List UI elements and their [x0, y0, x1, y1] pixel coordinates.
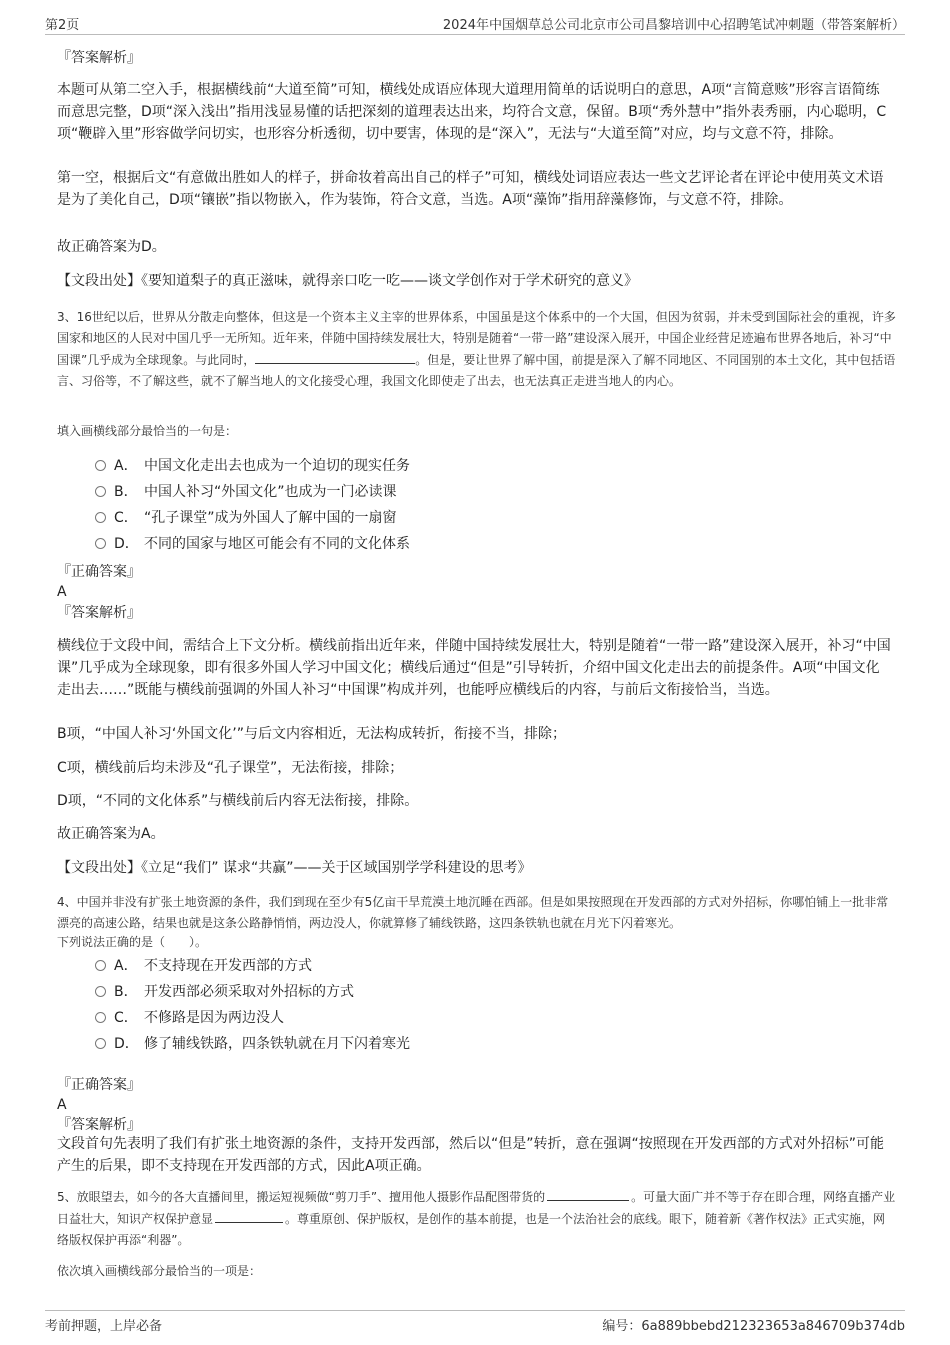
- correct-answer-label: 『正确答案』: [57, 564, 141, 580]
- radio-icon[interactable]: [95, 960, 106, 971]
- radio-icon[interactable]: [95, 460, 106, 471]
- analysis-conclusion: 故正确答案为D。: [57, 239, 166, 255]
- question-3-prompt: 填入画横线部分最恰当的一句是：: [57, 424, 238, 438]
- option-b[interactable]: B． 中国人补习“外国文化”也成为一门必读课: [95, 482, 397, 502]
- option-d[interactable]: D． 修了辅线铁路，四条铁轨就在月下闪着寒光: [95, 1034, 410, 1054]
- radio-icon[interactable]: [95, 986, 106, 997]
- radio-icon[interactable]: [95, 1012, 106, 1023]
- radio-icon[interactable]: [95, 538, 106, 549]
- document-title: 2024年中国烟草总公司北京市公司昌黎培训中心招聘笔试冲刺题（带答案解析）: [442, 18, 905, 33]
- answer-analysis-label: 『答案解析』: [57, 50, 141, 66]
- analysis-paragraph: 本题可从第二空入手，根据横线前“大道至简”可知，横线处成语应体现大道理用简单的话说明白的意思，A项“言简意赅”形容言语简练而意思完整，D项“深入浅出”指用浅显易懂的话把深刻的道理表达出来，均符合文意，保留。B项“秀外慧中”指外表秀丽，内心聪明，C项“鞭辟入里”形容做学问切实，也形容分析透彻，切中要害，体现的是“深入”，无法与“大道至简”对应，均与文意不符，排除。: [57, 82, 887, 142]
- option-c[interactable]: C． “孔子课堂”成为外国人了解中国的一扇窗: [95, 508, 397, 528]
- analysis-paragraph: B项，“中国人补习‘外国文化’”与后文内容相近，无法构成转折，衔接不当，排除；: [57, 726, 567, 742]
- analysis-paragraph: 第一空，根据后文“有意做出胜如人的样子，拼命妆着高出自己的样子”可知，横线处词语应表达一些文艺评论者在评论中使用英文术语是为了美化自己，D项“镶嵌”指以物嵌入，作为装饰，符合文意，当选。A项“藻饰”指用辞藻修饰，与文意不符，排除。: [57, 170, 884, 208]
- radio-icon[interactable]: [95, 1038, 106, 1049]
- analysis-conclusion: 故正确答案为A。: [57, 826, 165, 842]
- fill-blank: [215, 1208, 283, 1223]
- option-a[interactable]: A． 中国文化走出去也成为一个迫切的现实任务: [95, 456, 410, 476]
- text-source: 【文段出处】《要知道梨子的真正滋味，就得亲口吃一吃——谈文学创作对于学术研究的意义》: [57, 273, 638, 289]
- footer-slogan: 考前押题，上岸必备: [45, 1319, 163, 1334]
- correct-answer-label: 『正确答案』: [57, 1077, 141, 1093]
- answer-analysis-label: 『答案解析』: [57, 605, 141, 621]
- option-b[interactable]: B． 开发西部必须采取对外招标的方式: [95, 982, 354, 1002]
- question-4-prompt: 下列说法正确的是（ ）。: [57, 935, 208, 949]
- radio-icon[interactable]: [95, 512, 106, 523]
- page-header: [45, 12, 905, 35]
- option-d[interactable]: D． 不同的国家与地区可能会有不同的文化体系: [95, 534, 410, 554]
- analysis-paragraph: C项，横线前后均未涉及“孔子课堂”，无法衔接，排除；: [57, 760, 404, 776]
- correct-answer: A: [57, 1097, 67, 1113]
- fill-blank: [547, 1186, 629, 1201]
- question-5-prompt: 依次填入画横线部分最恰当的一项是：: [57, 1264, 262, 1278]
- analysis-paragraph: 横线位于文段中间，需结合上下文分析。横线前指出近年来，伴随中国持续发展壮大，特别是随着“一带一路”建设深入展开，补习“中国课”几乎成为全球现象，即有很多外国人学习中国文化；横线后通过“但是”引导转折，介绍中国文化走出去的前提条件。A项“中国文化走出去……”既能与横线前强调的外国人补习“中国课”构成并列，也能呼应横线后的内容，与前后文衔接恰当，当选。: [57, 638, 891, 698]
- answer-analysis-label: 『答案解析』: [57, 1117, 141, 1133]
- question-5-stem: 5、放眼望去，如今的各大直播间里，搬运短视频做“剪刀手”、擅用他人摄影作品配图带货的 。可量大面广并不等于存在即合理，网络直播产业日益壮大，知识产权保护意显 。尊重原创、保护版权，是创作的基本前提，也是一个法治社会的底线。眼下，随着新《著作权法》正式实施，网络版权保护再添“利器”。: [57, 1186, 897, 1251]
- fill-blank: [255, 349, 415, 364]
- analysis-paragraph: 文段首句先表明了我们有扩张土地资源的条件，支持开发西部，然后以“但是”转折，意在强调“按照现在开发西部的方式对外招标”可能产生的后果，即不支持现在开发西部的方式，因此A项正确。: [57, 1136, 885, 1174]
- analysis-paragraph: D项，“不同的文化体系”与横线前后内容无法衔接，排除。: [57, 793, 419, 809]
- question-3-stem: 3、16世纪以后，世界从分散走向整体，但这是一个资本主义主宰的世界体系，中国虽是这个体系中的一个大国，但因为贫弱，并未受到国际社会的重视，许多国家和地区的人民对中国几乎一无所知。近年来，伴随中国持续发展壮大，特别是随着“一带一路”建设深入展开，中国企业经营足迹遍布世界各地后，补习“中国课”几乎成为全球现象。与此同时， 。但是，要让世界了解中国，前提是深入了解不同地区、不同国别的本土文化，其中包括语言、习俗等，不了解这些，就不了解当地人的文化接受心理，我国文化即使走了出去，也无法真正走进当地人的内心。: [57, 310, 896, 388]
- text-source: 【文段出处】《立足“我们” 谋求“共赢”——关于区域国别学学科建设的思考》: [57, 860, 532, 876]
- question-4-stem: 4、中国并非没有扩张土地资源的条件，我们到现在至少有5亿亩干旱荒漠土地沉睡在西部。但是如果按照现在开发西部的方式对外招标，你哪怕铺上一批非常漂亮的高速公路，结果也就是这条公路静悄悄，两边没人，你就算修了辅线铁路，这四条铁轨也就在月光下闪着寒光。: [57, 895, 889, 930]
- document-code: 编号：6a889bbebd212323653a846709b374db: [602, 1319, 905, 1334]
- page-number: 第2页: [45, 18, 80, 33]
- radio-icon[interactable]: [95, 486, 106, 497]
- option-a[interactable]: A． 不支持现在开发西部的方式: [95, 956, 312, 976]
- option-c[interactable]: C． 不修路是因为两边没人: [95, 1008, 284, 1028]
- correct-answer: A: [57, 584, 67, 600]
- page-footer: [45, 1310, 905, 1335]
